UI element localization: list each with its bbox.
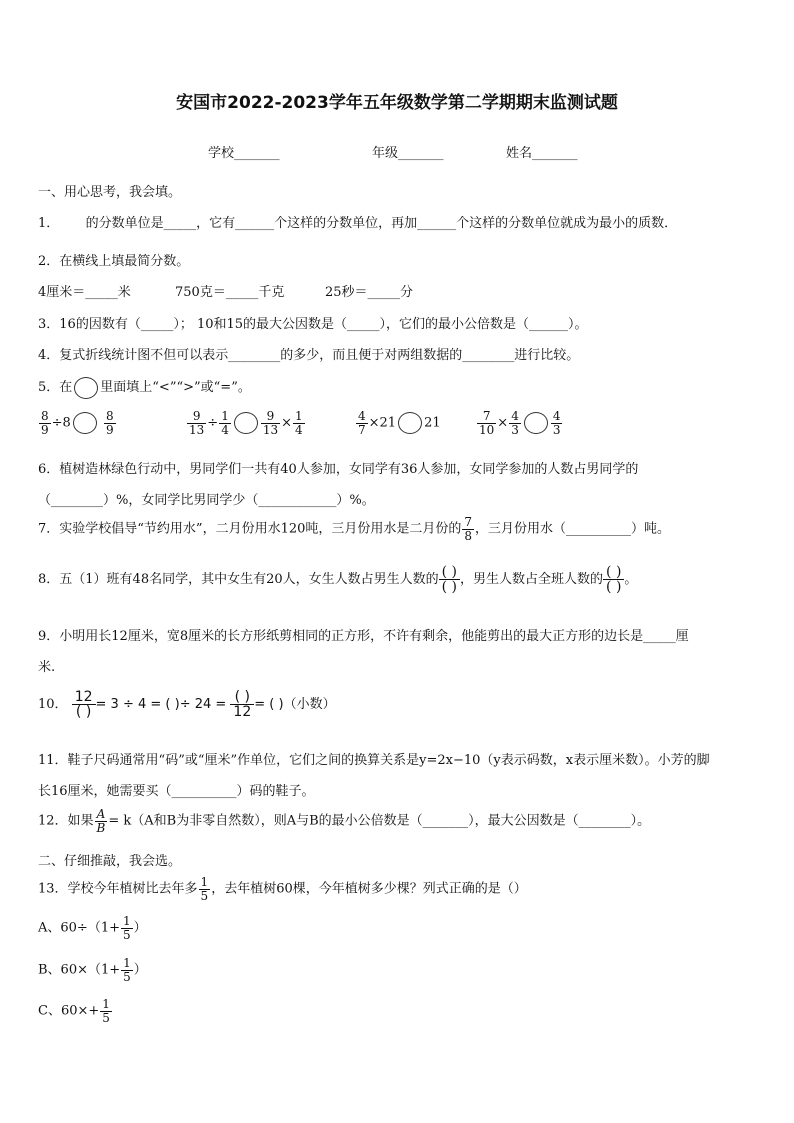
q1-number: 1． bbox=[38, 216, 60, 231]
fraction: $\frac{1}{4}$ bbox=[221, 409, 229, 437]
question-10 bbox=[38, 690, 336, 719]
grade-field: 年级_______ bbox=[372, 146, 444, 161]
equation-part: = 3 ÷ 4 = bbox=[95, 697, 162, 712]
q5-item-3 bbox=[355, 410, 441, 436]
option-c[interactable] bbox=[38, 998, 113, 1024]
fraction: $\frac{1}{5}$ bbox=[123, 914, 131, 942]
fraction: $\frac{4}{3}$ bbox=[511, 409, 519, 437]
fraction: $\frac{7}{10}$ bbox=[479, 409, 495, 437]
q7-text-b: ，三月份用水（__________）吨。 bbox=[475, 521, 671, 537]
answer-circle[interactable] bbox=[524, 412, 548, 434]
question-13 bbox=[38, 876, 527, 902]
fraction: $\frac{8}{9}$ bbox=[105, 409, 114, 437]
fraction: $\frac{9}{13}$ bbox=[189, 409, 205, 437]
q12-text-a: 12．如果 bbox=[38, 813, 94, 829]
question-7 bbox=[38, 516, 670, 542]
fraction: $\frac{4}{7}$ bbox=[358, 409, 366, 437]
option-c-text: C、60×+ bbox=[38, 1003, 100, 1019]
blank-fraction[interactable]: ( ) ( ) bbox=[603, 565, 624, 594]
fraction: $\frac{1}{5}$ bbox=[200, 875, 209, 903]
q2-item-c: 25秒＝_____分 bbox=[325, 285, 414, 300]
equation-part: ÷ 24 = bbox=[179, 697, 227, 712]
fraction: $\frac{7}{8}$ bbox=[464, 515, 473, 543]
fraction: $\frac{8}{9}$ bbox=[41, 409, 49, 437]
fraction: ( ) 12 bbox=[230, 690, 254, 719]
q5-item-1 bbox=[38, 410, 117, 436]
fraction: $\frac{A}{B}$ bbox=[96, 807, 106, 835]
q13-text-a: 13．学校今年植树比去年多 bbox=[38, 881, 198, 897]
operator: ×21 bbox=[368, 415, 397, 431]
section-1-heading: 一、用心思考，我会填。 bbox=[38, 185, 182, 200]
question-11-line-1: 11．鞋子尺码通常用“码”或“厘米”作单位，它们之间的换算关系是y=2x−10（y表示码数，x表示厘米数）。小芳的脚 bbox=[38, 753, 710, 768]
fraction: $\frac{1}{4}$ bbox=[295, 409, 303, 437]
q10-number: 10． bbox=[38, 697, 68, 712]
q10-tail: （小数） bbox=[283, 697, 336, 712]
operator: × bbox=[281, 415, 293, 431]
blank[interactable]: ( ) bbox=[165, 697, 180, 712]
question-5 bbox=[38, 376, 251, 399]
operator: × bbox=[497, 415, 509, 431]
fraction: $\frac{1}{5}$ bbox=[123, 956, 131, 984]
question-4: 4．复式折线统计图不但可以表示________的多少，而且便于对两组数据的________进行比较。 bbox=[38, 348, 580, 363]
equation-part: = bbox=[254, 697, 266, 712]
operator: ÷8 bbox=[51, 415, 71, 431]
answer-circle[interactable] bbox=[234, 412, 258, 434]
fraction: $\frac{4}{3}$ bbox=[552, 409, 561, 437]
school-field: 学校_______ bbox=[208, 146, 280, 161]
section-2-heading: 二、仔细推敲，我会选。 bbox=[38, 854, 182, 869]
question-8 bbox=[38, 565, 637, 594]
value: 21 bbox=[424, 415, 441, 431]
fraction: 12 ( ) bbox=[72, 690, 96, 719]
q8-text-c: 。 bbox=[624, 572, 638, 587]
operator: ÷ bbox=[207, 415, 219, 431]
question-12 bbox=[38, 808, 650, 834]
q1-text: 的分数单位是_____，它有______个这样的分数单位，再加______个这样的分数单位就成为最小的质数． bbox=[85, 216, 678, 231]
q2-item-b: 750克＝_____千克 bbox=[175, 285, 285, 300]
question-3: 3．16的因数有（_____）； 10和15的最大公因数是（_____），它们的最小公倍数是（______）。 bbox=[38, 317, 588, 332]
q5-item-2 bbox=[186, 410, 306, 436]
page-title: 安国市2022-2023学年五年级数学第二学期期末监测试题 bbox=[176, 93, 618, 113]
q5-item-4 bbox=[476, 410, 563, 436]
q13-text-b: ，去年植树60棵，今年植树多少棵？列式正确的是（） bbox=[211, 881, 527, 897]
question-1 bbox=[38, 212, 677, 231]
question-11-line-2: 长16厘米，她需要买（__________）码的鞋子。 bbox=[38, 784, 315, 799]
q7-text-a: 7．实验学校倡导“节约用水”，二月份用水120吨，三月份用水是二月份的 bbox=[38, 521, 462, 537]
option-a-text: A、60÷（1+ bbox=[38, 920, 120, 936]
answer-circle[interactable] bbox=[398, 412, 422, 434]
q12-text-b: = k（A和B为非零自然数），则A与B的最小公倍数是（_______），最大公因数是（________）。 bbox=[108, 813, 651, 829]
q5-text-b: 里面填上“<”“>”或“=”。 bbox=[100, 380, 251, 395]
question-6-line-1: 6．植树造林绿色行动中，男同学们一共有40人参加，女同学有36人参加，女同学参加的人数占男同学的 bbox=[38, 462, 639, 477]
q8-text-b: ，男生人数占全班人数的 bbox=[460, 572, 604, 587]
blank[interactable]: ( ) bbox=[269, 697, 284, 712]
question-9-line-2: 米. bbox=[38, 660, 56, 675]
q5-text-a: 5．在 bbox=[38, 380, 73, 395]
option-b[interactable]: B、60×（1+ $\frac{1}{5}$ ） bbox=[38, 956, 147, 984]
question-2: 2．在横线上填最简分数。 bbox=[38, 254, 190, 269]
answer-circle[interactable] bbox=[73, 412, 97, 434]
fraction: $\frac{9}{13}$ bbox=[262, 409, 279, 437]
q2-item-a: 4厘米＝_____米 bbox=[38, 285, 131, 300]
q8-text-a: 8．五（1）班有48名同学，其中女生有20人，女生人数占男生人数的 bbox=[38, 572, 439, 587]
option-a[interactable]: A、60÷（1+ $\frac{1}{5}$ ） bbox=[38, 914, 147, 942]
name-field: 姓名_______ bbox=[506, 146, 578, 161]
question-9-line-1: 9．小明用长12厘米，宽8厘米的长方形纸剪相同的正方形，不许有剩余，他能剪出的最大正方形的边长是_____厘 bbox=[38, 629, 689, 644]
comparison-circle bbox=[74, 377, 98, 399]
fraction: $\frac{1}{5}$ bbox=[102, 997, 110, 1025]
option-b-text: B、60×（1+ bbox=[38, 962, 121, 978]
blank-fraction[interactable]: ( ) ( ) bbox=[439, 565, 460, 594]
question-6-line-2: （________）%，女同学比男同学少（____________）%。 bbox=[38, 493, 375, 508]
